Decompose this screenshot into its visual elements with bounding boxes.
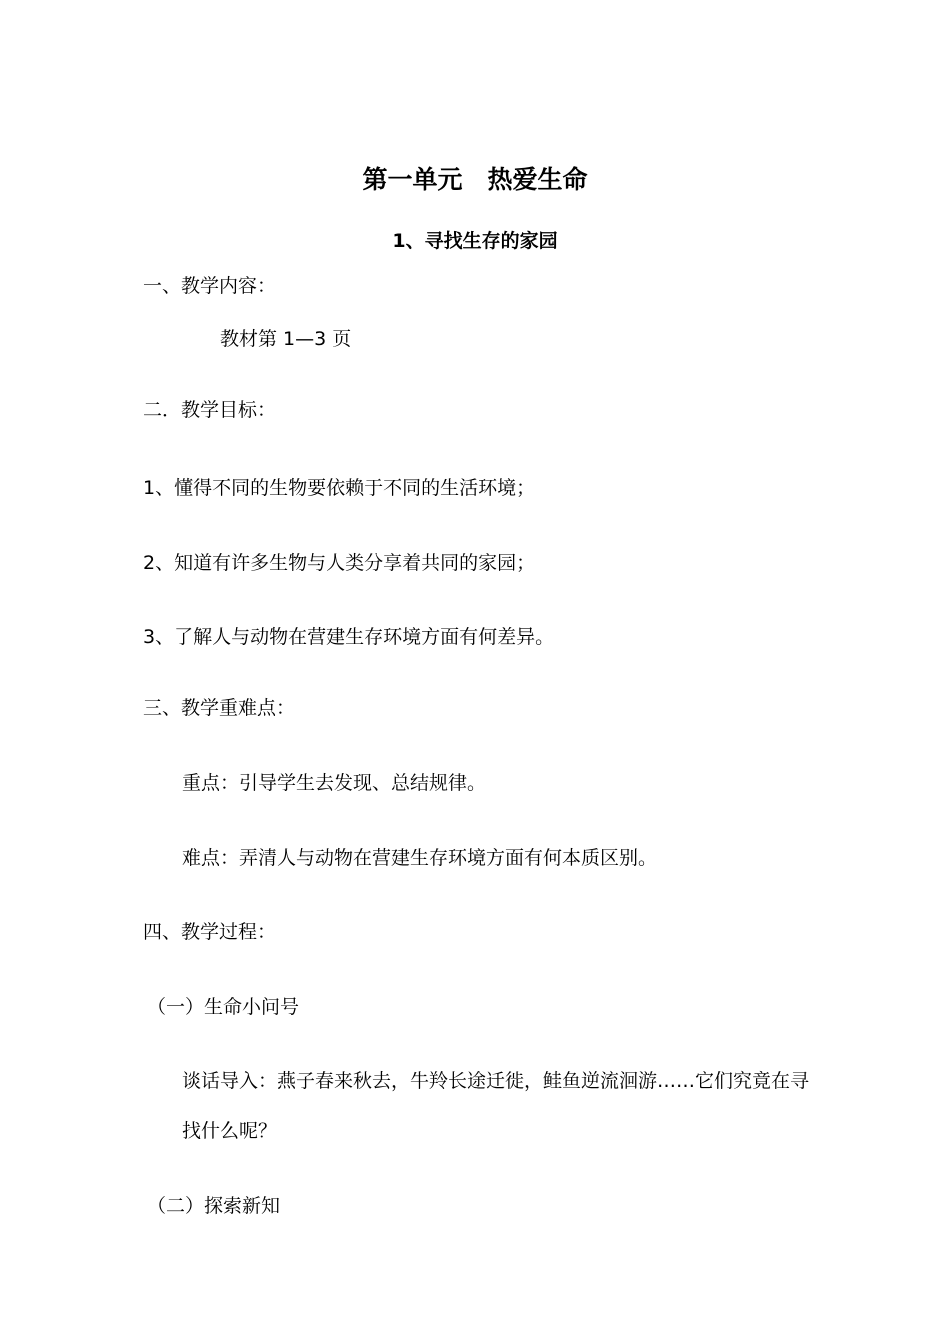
- step-heading-2: （二）探索新知: [147, 1195, 281, 1217]
- step-heading-1: （一）生命小问号: [147, 996, 300, 1018]
- goal-item-2: 2、知道有许多生物与人类分享着共同的家园；: [143, 552, 536, 574]
- goal-item-1: 1、懂得不同的生物要依赖于不同的生活环境；: [143, 477, 536, 499]
- section-content-pages: 教材第 1—3 页: [220, 328, 352, 350]
- section-heading-process: 四、教学过程：: [143, 921, 277, 943]
- document-title: 第一单元 热爱生命: [362, 165, 588, 194]
- difficult-point: 难点：弄清人与动物在营建生存环境方面有何本质区别。: [182, 847, 658, 869]
- step-1-text-line-2: 找什么呢？: [182, 1120, 278, 1142]
- section-heading-key-points: 三、教学重难点：: [143, 697, 296, 719]
- section-heading-content: 一、教学内容：: [143, 275, 277, 297]
- goal-item-3: 3、了解人与动物在营建生存环境方面有何差异。: [143, 626, 555, 648]
- lesson-title: 1、寻找生存的家园: [392, 230, 558, 252]
- section-heading-goals: 二．教学目标：: [143, 399, 277, 421]
- step-1-text-line-1: 谈话导入：燕子春来秋去，牛羚长途迁徙，鲑鱼逆流洄游……它们究竟在寻: [182, 1070, 810, 1092]
- key-point: 重点：引导学生去发现、总结规律。: [182, 772, 487, 794]
